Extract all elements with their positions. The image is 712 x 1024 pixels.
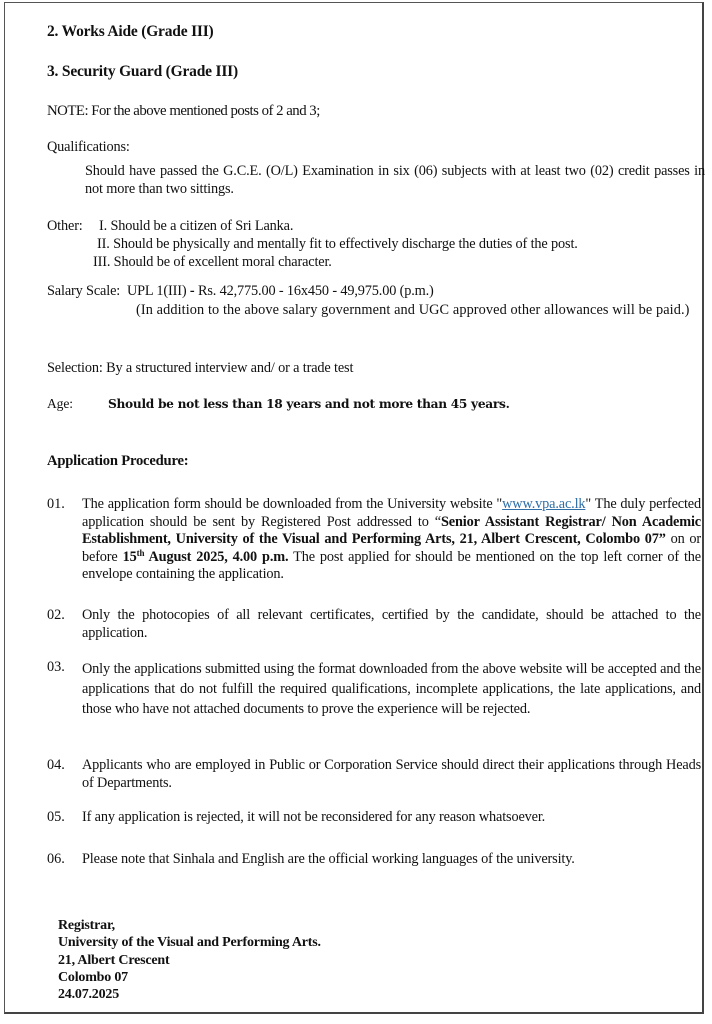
- signature-city: Colombo 07: [58, 969, 128, 985]
- procedure-number: 05.: [47, 809, 65, 825]
- qualifications-text: Should have passed the G.C.E. (O/L) Examination in six (06) subjects with at least two (02) credit passes in not more than two sittings.: [85, 163, 705, 197]
- university-website-link[interactable]: www.vpa.ac.lk: [502, 496, 586, 512]
- procedure-number: 01.: [47, 496, 65, 512]
- signature-block: [58, 917, 321, 1003]
- procedure-text: If any application is rejected, it will not be reconsidered for any reason whatsoever.: [82, 809, 546, 825]
- procedure-text: Only the applications submitted using the format downloaded from the above website will be accepted and the applications that do not fulfill the required qualifications, incomplete applications, the late applications, and those who have not attached documents to prove the experience will be rejected.: [82, 661, 701, 717]
- age-label: Age:: [47, 396, 73, 411]
- procedure-number: 04.: [47, 757, 65, 773]
- other-item-1: I. Should be a citizen of Sri Lanka.: [99, 218, 294, 234]
- salary-note: (In addition to the above salary government and UGC approved other allowances will be paid.): [136, 302, 690, 318]
- salary-scale-separator: -: [189, 283, 195, 299]
- selection-text: Selection: By a structured interview and/ or a trade test: [47, 360, 354, 376]
- salary-scale-value: Rs. 42,775.00 - 16x450 - 49,975.00 (p.m.): [197, 283, 434, 299]
- procedure-text: The application form should be downloaded from the University website "www.vpa.ac.lk" The duly perfected application should be sent by Registered Post addressed to “Senior Assistant Registrar/ Non Academic Establishment, University of the Visual and Performing Arts, 21, Albert Crescent, Colombo 07” on or before 15th August 2025, 4.00 p.m. The post applied for should be mentioned on the top left corner of the envelope containing the application.: [82, 496, 702, 583]
- procedure-number: 03.: [47, 659, 65, 675]
- document-page: [4, 2, 704, 1014]
- note-text: NOTE: For the above mentioned posts of 2 and 3;: [47, 103, 320, 119]
- procedure-text: Only the photocopies of all relevant certificates, certified by the candidate, should be attached to the application.: [82, 607, 701, 641]
- procedure-text: Applicants who are employed in Public or Corporation Service should direct their applications through Heads of Departments.: [82, 757, 701, 791]
- post-title-works-aide: 2. Works Aide (Grade III): [47, 23, 214, 40]
- salary-scale-code: UPL 1(III): [126, 283, 187, 299]
- salary-scale-row: [47, 283, 434, 300]
- qualifications-label: Qualifications:: [47, 139, 130, 155]
- procedure-text: Please note that Sinhala and English are the official working languages of the university.: [82, 851, 575, 867]
- signature-institution: University of the Visual and Performing Arts.: [58, 935, 321, 951]
- other-item-2: II. Should be physically and mentally fit to effectively discharge the duties of the post.: [97, 236, 578, 252]
- post-title-security-guard: 3. Security Guard (Grade III): [47, 63, 238, 80]
- signature-title: Registrar,: [58, 918, 115, 933]
- salary-label: Salary Scale:: [47, 283, 121, 299]
- postal-address: Senior Assistant Registrar/ Non Academic Establishment, University of the Visual and Performing Arts, 21, Albert Crescent, Colombo 07”: [82, 513, 702, 548]
- application-procedure-heading: Application Procedure:: [47, 453, 189, 469]
- procedure-number: 02.: [47, 607, 65, 623]
- other-label: Other:: [47, 218, 83, 234]
- closing-date: 15th August 2025, 4.00 p.m.: [122, 547, 289, 565]
- procedure-number: 06.: [47, 851, 65, 867]
- signature-date: 24.07.2025: [58, 987, 120, 1003]
- other-item-3: III. Should be of excellent moral character.: [93, 254, 332, 270]
- signature-street: 21, Albert Crescent: [58, 952, 170, 968]
- age-text: Should be not less than 18 years and not more than 45 years.: [108, 397, 510, 411]
